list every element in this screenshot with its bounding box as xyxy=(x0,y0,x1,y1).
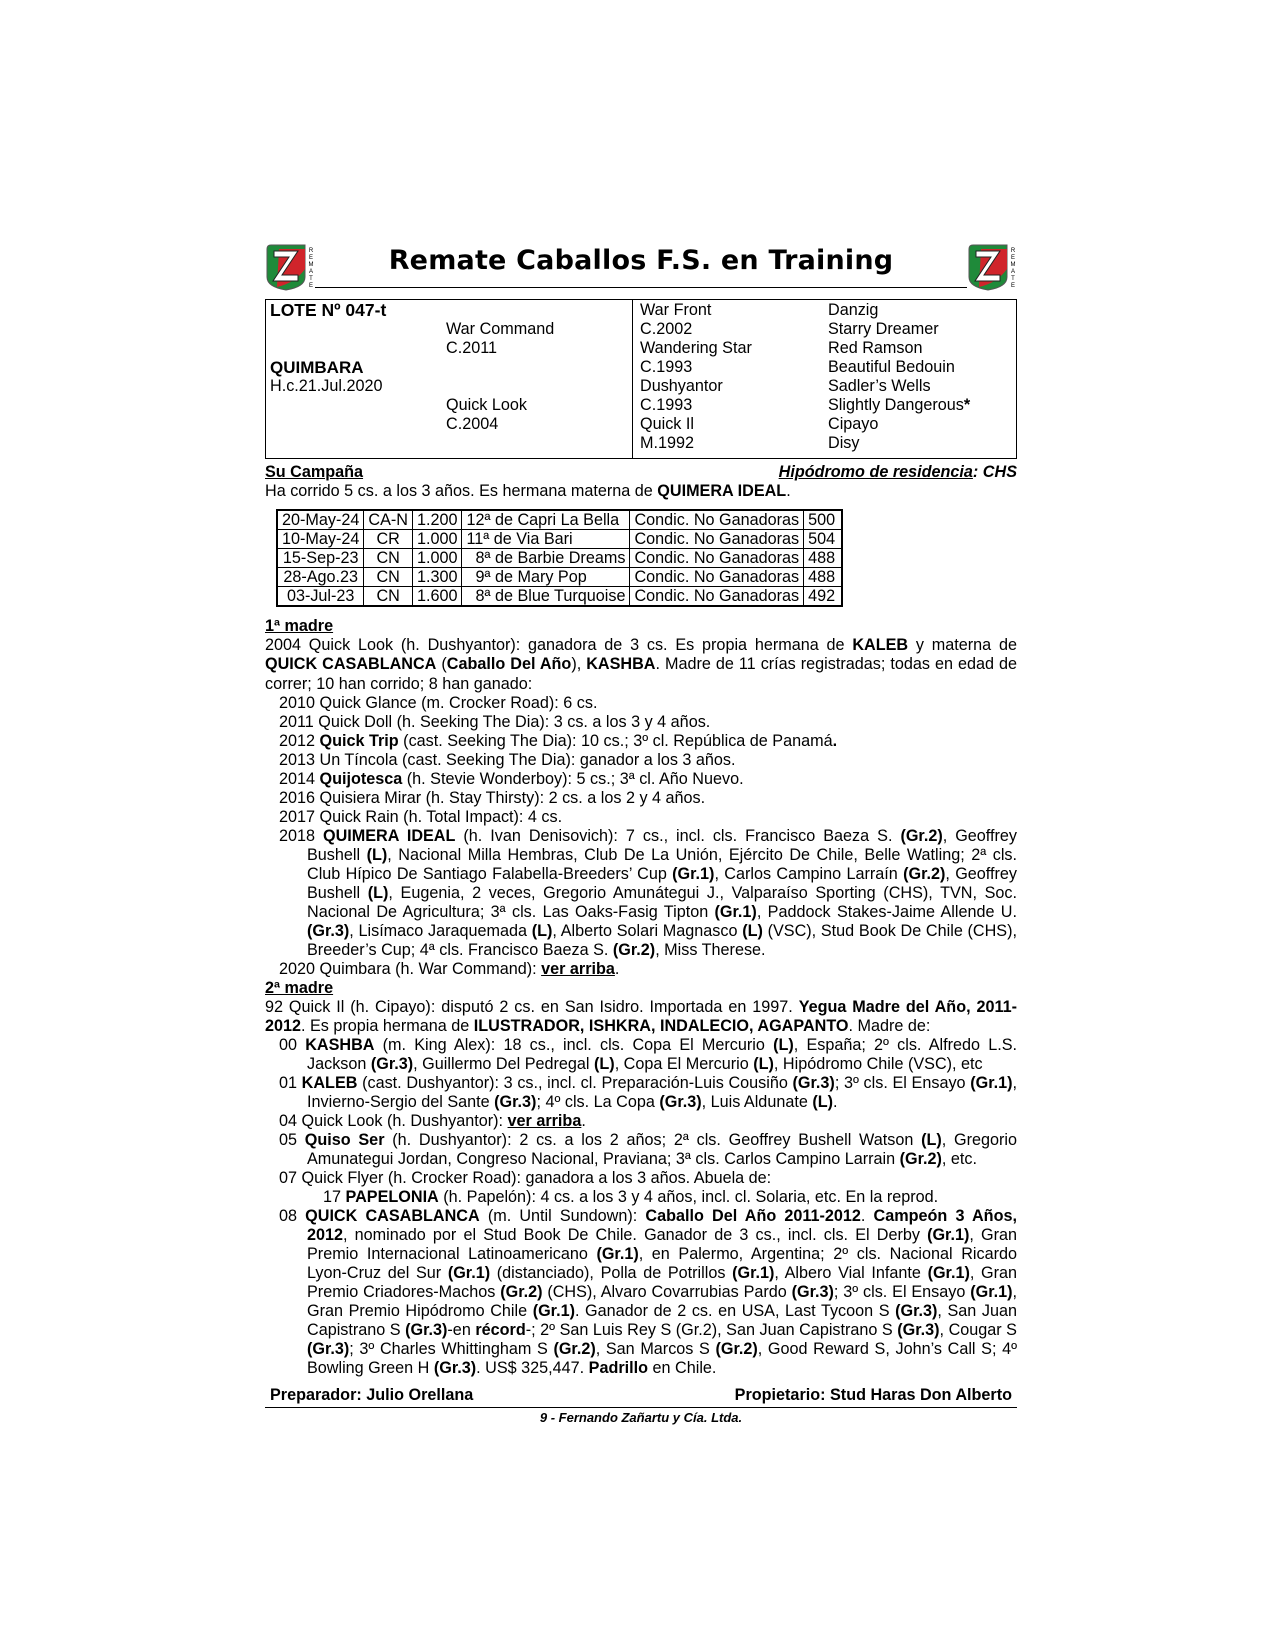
race-weight: 488 xyxy=(804,568,843,587)
svg-text:M: M xyxy=(1010,262,1016,268)
produce-entry: 01 KALEB (cast. Dushyantor): 3 cs., incl. cl. Preparación-Luis Cousiño (Gr.3); 3º cls. El Ensayo (Gr.1), Invierno-Sergio del Sante (Gr.3); 4º cls. La Copa (Gr.3), Luis Aldunate (L). xyxy=(279,1074,1017,1112)
produce-entry: 08 QUICK CASABLANCA (m. Until Sundown): Caballo Del Año 2011-2012. Campeón 3 Años, 2012, nominado por el Stud Book De Chile. Ganador de 3 cs., incl. cls. El Derby (Gr.1), Gran Premio Internacional Latinoamericano (Gr.1), en Palermo, Argentina; 2º cls. Nacional Ricardo Lyon-Cruz del Sur (Gr.1) (distanciado), Polla de Potrillos (Gr.1), Albero Vial Infante (Gr.1), Gran Premio Criadores-Machos (Gr.2) (CHS), Alvaro Covarrubias Pardo (Gr.3); 3º cls. El Ensayo (Gr.1), Gran Premio Hipódromo Chile (Gr.1). Ganador de 2 cs. en USA, Last Tycoon S (Gr.3), San Juan Capistrano S (Gr.3)-en récord-; 2º San Luis Rey S (Gr.2), San Juan Capistrano S (Gr.3), Cougar S (Gr.3); 3º Charles Whittingham S (Gr.2), San Marcos S (Gr.2), Good Reward S, John’s Call S; 4º Bowling Green H (Gr.3). US$ 325,447. Padrillo en Chile. xyxy=(279,1207,1018,1378)
first-dam-heading: 1ª madre xyxy=(265,617,334,636)
race-row xyxy=(277,510,842,530)
svg-text:A: A xyxy=(1010,269,1016,275)
first-dam-intro: 2004 Quick Look (h. Dushyantor): ganadora de 3 cs. Es propia hermana de KALEB y materna de QUICK CASABLANCA (Caballo Del Año), KASHBA. Madre de 11 crías registradas; todas en edad de correr; 10 han corrido; 8 han ganado: xyxy=(265,636,1017,693)
produce-entry: 07 Quick Flyer (h. Crocker Road): ganadora a los 3 años. Abuela de: xyxy=(279,1169,772,1188)
second-dam-heading: 2ª madre xyxy=(265,978,334,997)
great-grandparent: Danzig xyxy=(828,301,879,319)
grandparent-year: M.1992 xyxy=(640,434,694,452)
produce-entry: 2010 Quick Glance (m. Crocker Road): 6 cs. xyxy=(279,693,598,712)
svg-text:R: R xyxy=(1010,248,1016,254)
page-title: Remate Caballos F.S. en Training xyxy=(388,245,894,276)
star-mark: * xyxy=(963,396,971,414)
svg-text:T: T xyxy=(1011,276,1015,282)
race-row xyxy=(277,587,842,607)
race-condition: Condic. No Ganadoras xyxy=(630,510,804,530)
produce-entry: 2014 Quijotesca (h. Stevie Wonderboy): 5 cs.; 3ª cl. Año Nuevo. xyxy=(279,769,744,788)
second-dam-produce-list xyxy=(265,1036,1017,1378)
horse-info: H.c.21.Jul.2020 xyxy=(270,377,383,395)
race-result: 9ª de Mary Pop xyxy=(462,568,630,587)
dam-year: C.2004 xyxy=(446,415,499,433)
pedigree-box xyxy=(265,299,1017,459)
produce-entry: 2013 Un Tíncola (cast. Seeking The Dia): ganador a los 3 años. xyxy=(279,750,736,769)
race-date: 10-May-24 xyxy=(277,530,364,549)
pedigree-grandparents-column xyxy=(640,301,830,453)
campaign-header xyxy=(265,463,1017,482)
race-date: 28-Ago.23 xyxy=(277,568,364,587)
trainer: Preparador: Julio Orellana xyxy=(270,1386,474,1405)
race-track: CA-N xyxy=(364,510,413,530)
produce-entry: 2012 Quick Trip (cast. Seeking The Dia): 10 cs.; 3º cl. República de Panamá. xyxy=(279,731,838,750)
grandchild-entry: 17 PAPELONIA (h. Papelón): 4 cs. a los 3 y 4 años, incl. cl. Solaria, etc. En la reprod. xyxy=(323,1188,939,1207)
campaign-summary: Ha corrido 5 cs. a los 3 años. Es hermana materna de QUIMERA IDEAL. xyxy=(265,482,791,500)
race-weight: 492 xyxy=(804,587,843,607)
race-row xyxy=(277,530,842,549)
great-grandparent: Red Ramson xyxy=(828,339,923,357)
race-condition: Condic. No Ganadoras xyxy=(630,549,804,568)
dam-name: Quick Look xyxy=(446,396,527,414)
great-grandparent: Slightly Dangerous* xyxy=(828,396,971,414)
race-distance: 1.200 xyxy=(412,510,462,530)
race-result: 8ª de Blue Turquoise xyxy=(462,587,630,607)
race-result: 12ª de Capri La Bella xyxy=(462,510,630,530)
pedigree-great-grandparents-column xyxy=(828,301,1013,453)
svg-text:E: E xyxy=(308,255,314,261)
second-dam-section xyxy=(265,979,1017,1378)
produce-entry: 2011 Quick Doll (h. Seeking The Dia): 3 cs. a los 3 y 4 años. xyxy=(279,712,711,731)
sire-year: C.2011 xyxy=(446,339,497,357)
pedigree-parents-column xyxy=(446,301,626,434)
grandparent: Quick Il xyxy=(640,415,694,433)
great-grandparent: Starry Dreamer xyxy=(828,320,939,338)
race-condition: Condic. No Ganadoras xyxy=(630,587,804,607)
campaign-heading: Su Campaña xyxy=(265,463,364,481)
great-grandparent: Beautiful Bedouin xyxy=(828,358,955,376)
pedigree-divider xyxy=(632,300,633,458)
produce-entry: 2016 Quisiera Mirar (h. Stay Thirsty): 2 cs. a los 2 y 4 años. xyxy=(279,788,706,807)
race-weight: 504 xyxy=(804,530,843,549)
page-footer: 9 - Fernando Zañartu y Cía. Ltda. xyxy=(539,1410,743,1426)
svg-text:E: E xyxy=(1010,283,1016,289)
first-dam-produce-list xyxy=(265,694,1017,979)
race-date: 20-May-24 xyxy=(277,510,364,530)
first-dam-section xyxy=(265,617,1017,979)
sire-name: War Command xyxy=(446,320,555,338)
produce-entry: 04 Quick Look (h. Dushyantor): ver arriba. xyxy=(279,1112,586,1131)
grandparent-year: C.1993 xyxy=(640,358,693,376)
race-condition: Condic. No Ganadoras xyxy=(630,568,804,587)
second-dam-intro: 92 Quick Il (h. Cipayo): disputó 2 cs. en San Isidro. Importada en 1997. Yegua Madre del Año, 2011-2012. Es propia hermana de ILUSTRADOR, ISHKRA, INDALECIO, AGAPANTO. Madre de: xyxy=(265,997,1018,1036)
great-grandparent: Cipayo xyxy=(828,415,879,433)
race-track: CN xyxy=(364,587,413,607)
great-grandparent: Sadler’s Wells xyxy=(828,377,931,395)
race-distance: 1.000 xyxy=(412,549,462,568)
produce-entry: 00 KASHBA (m. King Alex): 18 cs., incl. cls. Copa El Mercurio (L), España; 2º cls. Alfredo L.S. Jackson (Gr.3), Guillermo Del Pedregal (L), Copa El Mercurio (L), Hipódromo Chile (VSC), etc xyxy=(279,1036,1017,1074)
pedigree-horse-column xyxy=(270,301,445,396)
footer-rule xyxy=(265,1407,1017,1408)
race-weight: 488 xyxy=(804,549,843,568)
owner: Propietario: Stud Haras Don Alberto xyxy=(734,1386,1012,1405)
produce-entry: 2017 Quick Rain (h. Total Impact): 4 cs. xyxy=(279,807,563,826)
race-track: CR xyxy=(364,530,413,549)
produce-entry: 2018 QUIMERA IDEAL (h. Ivan Denisovich): 7 cs., incl. cls. Francisco Baeza S. (Gr.2), Geoffrey Bushell (L), Nacional Milla Hembras, Club De La Unión, Ejército De Chile, Belle Watling; 2ª cls. Club Hípico De Santiago Falabella-Breeders’ Cup (Gr.1), Carlos Campino Larraín (Gr.2), Geoffrey Bushell (L), Eugenia, 2 veces, Gregorio Amunátegui J., Valparaíso Sporting (CHS), TVN, Soc. Nacional De Agricultura; 3ª cls. Las Oaks-Fasig Tipton (Gr.1), Paddock Stakes-Jaime Allende U. (Gr.3), Lisímaco Jaraquemada (L), Alberto Solari Magnasco (L) (VSC), Stud Book De Chile (CHS), Breeder’s Cup; 4ª cls. Francisco Baeza S. (Gr.2), Miss Therese. xyxy=(279,826,1018,959)
svg-text:T: T xyxy=(309,276,313,282)
race-track: CN xyxy=(364,549,413,568)
race-date: 15-Sep-23 xyxy=(277,549,364,568)
remates-logo-icon xyxy=(265,243,315,291)
svg-text:E: E xyxy=(1010,255,1016,261)
remates-logo-icon xyxy=(967,243,1017,291)
race-condition: Condic. No Ganadoras xyxy=(630,530,804,549)
produce-entry: 2020 Quimbara (h. War Command): ver arriba. xyxy=(279,959,620,978)
svg-text:R: R xyxy=(308,248,314,254)
great-grandparent: Disy xyxy=(828,434,860,452)
horse-name: QUIMBARA xyxy=(270,358,364,377)
race-row xyxy=(277,568,842,587)
svg-text:E: E xyxy=(308,283,314,289)
race-results-table xyxy=(276,509,843,607)
race-result: 11ª de Via Bari xyxy=(462,530,630,549)
grandparent-year: C.2002 xyxy=(640,320,693,338)
grandparent: Wandering Star xyxy=(640,339,752,357)
race-row xyxy=(277,549,842,568)
grandparent: Dushyantor xyxy=(640,377,723,395)
produce-entry: 05 Quiso Ser (h. Dushyantor): 2 cs. a los 2 años; 2ª cls. Geoffrey Bushell Watson (L), Gregorio Amunategui Jordan, Congreso Nacional, Praviana; 3ª cls. Carlos Campino Larrain (Gr.2), etc. xyxy=(279,1131,1017,1169)
svg-text:A: A xyxy=(308,269,314,275)
catalog-page xyxy=(265,243,1017,1425)
page-header xyxy=(265,243,1017,295)
race-distance: 1.300 xyxy=(412,568,462,587)
race-weight: 500 xyxy=(804,510,843,530)
race-result: 8ª de Barbie Dreams xyxy=(462,549,630,568)
grandparent-year: C.1993 xyxy=(640,396,693,414)
race-date: 03-Jul-23 xyxy=(277,587,364,607)
race-distance: 1.000 xyxy=(412,530,462,549)
race-track: CN xyxy=(364,568,413,587)
race-distance: 1.600 xyxy=(412,587,462,607)
lot-number: LOTE Nº 047-t xyxy=(270,300,387,320)
grandparent: War Front xyxy=(640,301,712,319)
header-rule xyxy=(315,287,967,288)
residence: Hipódromo de residencia: CHS xyxy=(778,463,1017,481)
svg-text:M: M xyxy=(308,262,314,268)
footer-credits xyxy=(265,1386,1017,1405)
